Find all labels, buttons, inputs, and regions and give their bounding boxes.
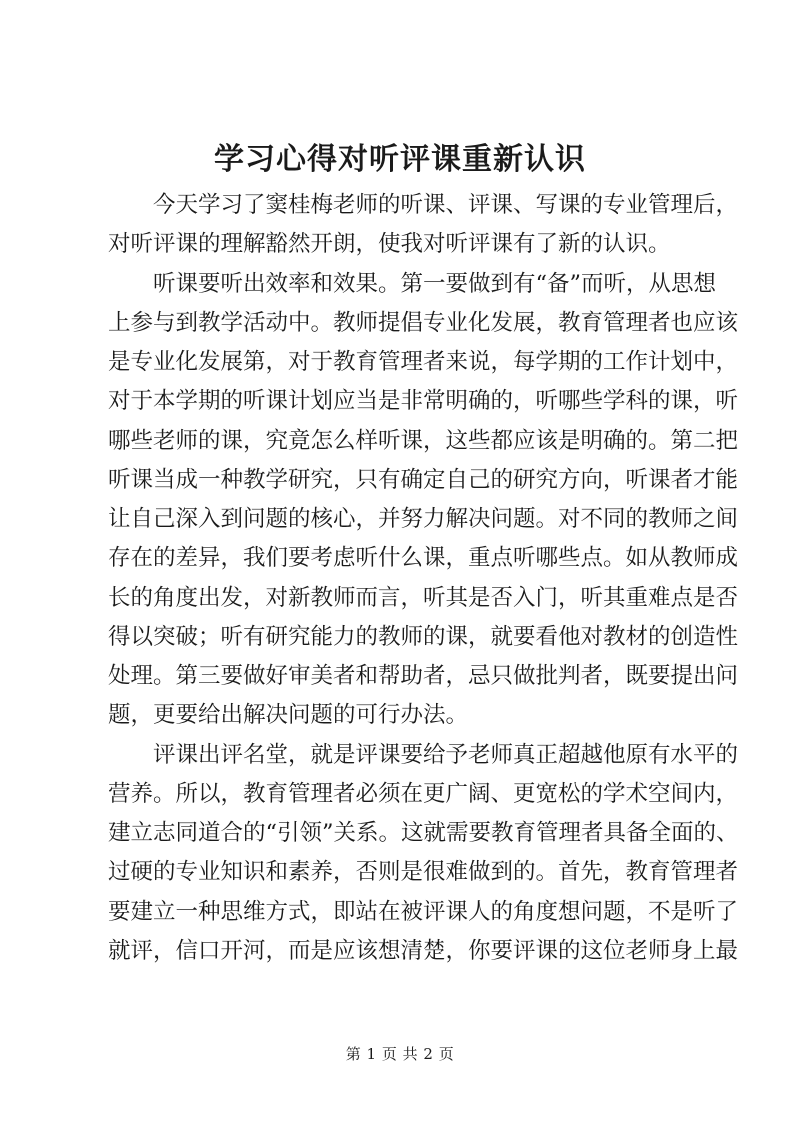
body-line: 让自己深入到问题的核心，并努力解决问题。对不同的教师之间 [108, 506, 739, 532]
body-line: 今天学习了窦桂梅老师的听课、评课、写课的专业管理后， [153, 192, 739, 218]
body-line: 长的角度出发，对新教师而言，听其是否入门，听其重难点是否 [108, 584, 739, 611]
body-line: 对于本学期的听课计划应当是非常明确的，听哪些学科的课，听 [108, 388, 739, 415]
body-line: 对听评课的理解豁然开朗，使我对听评课有了新的认识。 [108, 231, 671, 258]
body-line: 听课要听出效率和效果。第一要做到有“备”而听，从思想 [153, 270, 717, 297]
body-line: 评课出评名堂，就是评课要给予老师真正超越他原有水平的 [153, 741, 739, 768]
body-line: 处理。第三要做好审美者和帮助者，忌只做批判者，既要提出问 [108, 663, 739, 689]
body-line: 存在的差异，我们要考虑听什么课，重点听哪些点。如从教师成 [108, 545, 739, 572]
body-line: 哪些老师的课，究竟怎么样听课，这些都应该是明确的。第二把 [108, 427, 739, 454]
body-line: 营养。所以，教育管理者必须在更广阔、更宽松的学术空间内， [108, 780, 739, 807]
document-body [108, 186, 739, 971]
page-footer: 第 1 页 共 2 页 [345, 1045, 455, 1063]
body-line: 就评，信口开河，而是应该想清楚，你要评课的这位老师身上最 [108, 937, 739, 964]
body-line: 要建立一种思维方式，即站在被评课人的角度想问题，不是听了 [108, 898, 739, 925]
body-line: 得以突破；听有研究能力的教师的课，就要看他对教材的创造性 [108, 623, 739, 650]
body-line: 上参与到教学活动中。教师提倡专业化发展，教育管理者也应该 [108, 309, 739, 336]
body-line: 是专业化发展第，对于教育管理者来说，每学期的工作计划中， [108, 349, 739, 375]
body-line: 过硬的专业知识和素养，否则是很难做到的。首先，教育管理者 [108, 859, 739, 886]
body-line: 听课当成一种教学研究，只有确定自己的研究方向，听课者才能 [108, 466, 739, 493]
body-line: 题，更要给出解决问题的可行办法。 [108, 702, 469, 729]
document-title: 学习心得对听评课重新认识 [214, 142, 586, 177]
body-line: 建立志同道合的“引领”关系。这就需要教育管理者具备全面的、 [108, 820, 739, 846]
